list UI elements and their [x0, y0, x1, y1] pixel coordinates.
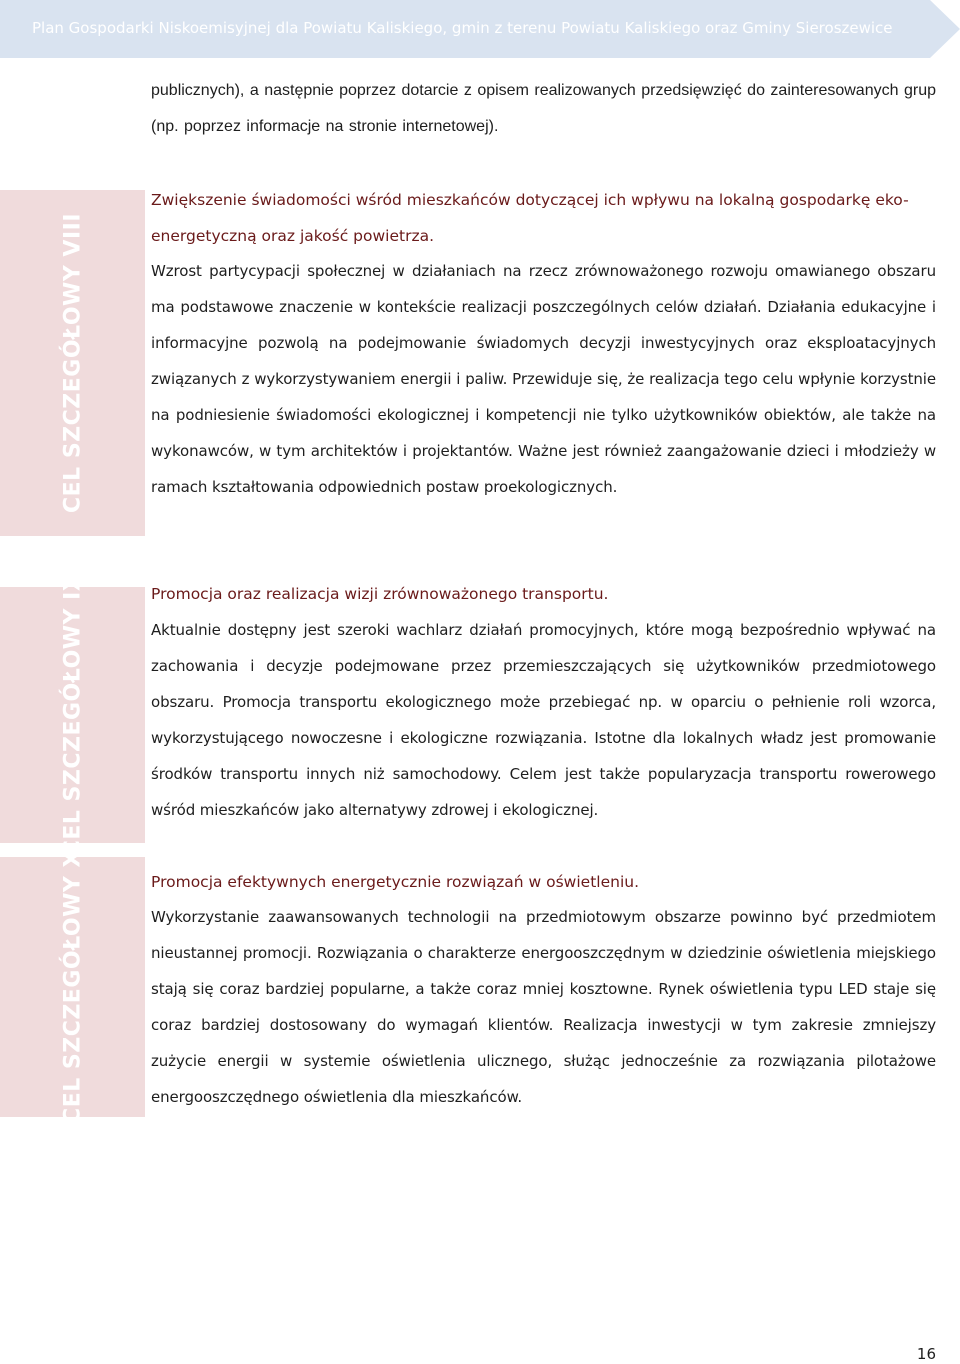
goal-x-heading: Promocja efektywnych energetycznie rozwiązań w oświetleniu.	[151, 873, 640, 891]
goal-x-label-text: CEL SZCZEGÓŁOWY X	[60, 850, 85, 1124]
goal-ix-band	[0, 573, 145, 857]
goal-viii-label-text: CEL SZCZEGÓŁOWY VIII	[60, 212, 85, 514]
goal-x-label	[0, 850, 145, 1124]
goal-ix-label	[0, 573, 145, 857]
goal-viii-heading: Zwiększenie świadomości wśród mieszkańców dotyczącej ich wpływu na lokalną gospodarkę eko-energetyczną oraz jakość powietrza.	[151, 191, 909, 245]
goal-ix-body: Aktualnie dostępny jest szeroki wachlarz działań promocyjnych, które mogą bezpośrednio wpływać na zachowania i decyzje podejmowane przez przemieszczających się użytkowników przedmiotowego obszaru. Promocja transportu ekologicznego może przebiegać np. w oparciu o pełnienie roli wzorca, wykorzystującego nowoczesne i ekologiczne rozwiązania. Istotne dla lokalnych władz jest promowanie środków transportu innych niż samochodowy. Celem jest także popularyzacja transportu rowerowego wśród mieszkańców jako alternatywy zdrowej i ekologicznej.	[151, 621, 936, 819]
goal-ix-heading: Promocja oraz realizacja wizji zrównoważonego transportu.	[151, 585, 609, 603]
goal-x-band	[0, 850, 145, 1124]
document-title: Plan Gospodarki Niskoemisyjnej dla Powiatu Kaliskiego, gmin z terenu Powiatu Kaliskiego oraz Gminy Sieroszewice	[32, 19, 893, 37]
goal-ix-label-text: CEL SZCZEGÓŁOWY IX	[60, 573, 85, 857]
page-number: 16	[916, 1345, 936, 1363]
intro-paragraph: publicznych), a następnie poprzez dotarcie z opisem realizowanych przedsięwzięć do zainteresowanych grup (np. poprzez informacje na stronie internetowej).	[151, 82, 936, 135]
goal-x-body: Wykorzystanie zaawansowanych technologii na przedmiotowym obszarze powinno być przedmiotem nieustannej promocji. Rozwiązania o charakterze energooszczędnym w dziedzinie oświetlenia miejskiego stają się coraz bardziej popularne, a także coraz mniej kosztowne. Rynek oświetlenia typu LED staje się coraz bardziej dostosowany do wymagań klientów. Realizacja inwestycji w tym zakresie zmniejszy zużycie energii w systemie oświetlenia ulicznego, służąc jednocześnie za rozwiązania pilotażowe energooszczędnego oświetlenia dla mieszkańców.	[151, 908, 936, 1106]
goal-viii-label	[0, 190, 145, 536]
goal-viii-band	[0, 190, 145, 536]
goal-viii-body: Wzrost partycypacji społecznej w działaniach na rzecz zrównoważonego rozwoju omawianego obszaru ma podstawowe znaczenie w kontekście realizacji poszczególnych celów działań. Działania edukacyjne i informacyjne pozwolą na podejmowanie świadomych decyzji inwestycyjnych oraz eksploatacyjnych związanych z wykorzystywaniem energii i paliw. Przewiduje się, że realizacja tego celu wpłynie korzystnie na podniesienie świadomości ekologicznej i kompetencji nie tylko użytkowników obiektów, ale także na wykonawców, w tym architektów i projektantów. Ważne jest również zaangażowanie dzieci i młodzieży w ramach kształtowania odpowiednich postaw proekologicznych.	[151, 262, 936, 496]
